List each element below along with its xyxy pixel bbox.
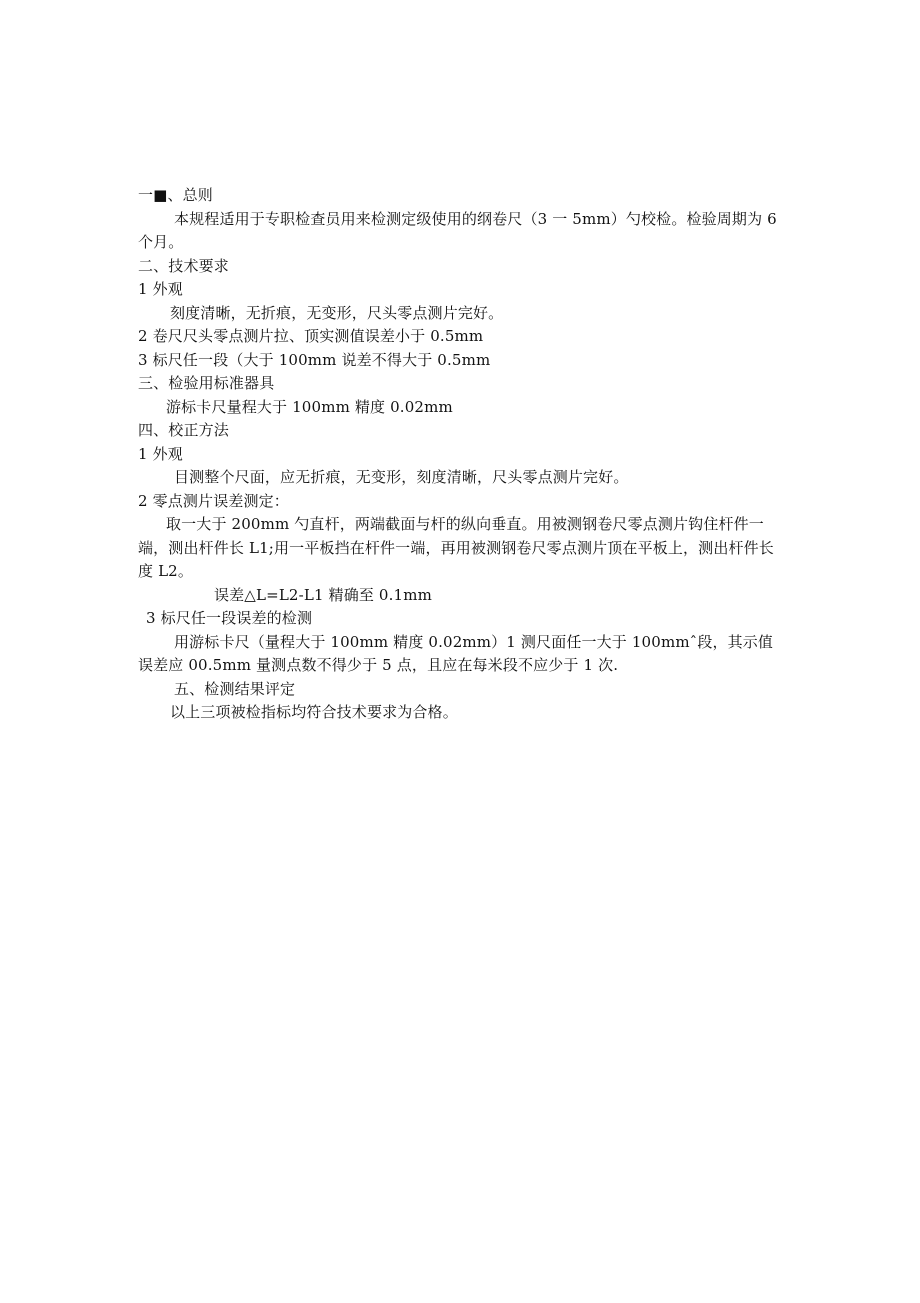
section-heading-technical-requirements: 二、技术要求 xyxy=(138,256,229,275)
zero-point-error-paragraph: 取一大于 200mm 勺直杆，两端截面与杆的纵向垂直。用被测钢卷尺零点测片钩住杆件一端，测出杆件长 L1;用一平板挡在杆件一端，再用被测钢卷尺零点测片顶在平板上，测出杆件长度 L2。 xyxy=(138,515,774,580)
appearance-paragraph: 刻度清晰，无折痕，无变形，尺头零点测片完好。 xyxy=(170,303,504,322)
section-heading-standard-tools: 三、检验用标准器具 xyxy=(138,374,275,392)
subheading-appearance-check: 1 外观 xyxy=(138,444,183,463)
standard-tools-paragraph: 游标卡尺量程大于 100mm 精度 0.02mm xyxy=(166,397,453,416)
section-heading-result-evaluation: 五、检测结果评定 xyxy=(174,679,296,698)
subheading-appearance: 1 外观 xyxy=(138,280,183,298)
subheading-zero-point-error: 2 零点测片误差测定： xyxy=(138,491,289,510)
section-heading-calibration-method: 四、校正方法 xyxy=(138,421,229,439)
requirement-item-segment: 3 标尺任一段（大于 100mm 说差不得大于 0.5mm xyxy=(138,350,491,369)
general-paragraph: 本规程适用于专职检查员用来检测定级使用的纲卷尺（3 一 5mm）勺校检。检验周期为 6 个月。 xyxy=(138,209,777,251)
error-formula: 误差△L=L2-L1 精确至 0.1mm xyxy=(214,585,432,604)
subheading-segment-error: 3 标尺任一段误差的检测 xyxy=(146,609,313,627)
document-body xyxy=(138,184,778,725)
section-heading-general: 一■、总则 xyxy=(138,186,213,204)
appearance-check-paragraph: 目测整个尺面，应无折痕，无变形，刻度清晰，尺头零点测片完好。 xyxy=(174,468,629,486)
result-evaluation-paragraph: 以上三项被检指标均符合技术要求为合格。 xyxy=(170,703,458,721)
segment-error-paragraph: 用游标卡尺（量程大于 100mm 精度 0.02mm）1 测尺面任一大于 100mmˆ段，其示值误差应 00.5mm 量测点数不得少于 5 点，且应在每米段不应少于 1 次. xyxy=(138,632,774,674)
requirement-item-zero-point: 2 卷尺尺头零点测片拉、顶实测值误差小于 0.5mm xyxy=(138,327,484,345)
